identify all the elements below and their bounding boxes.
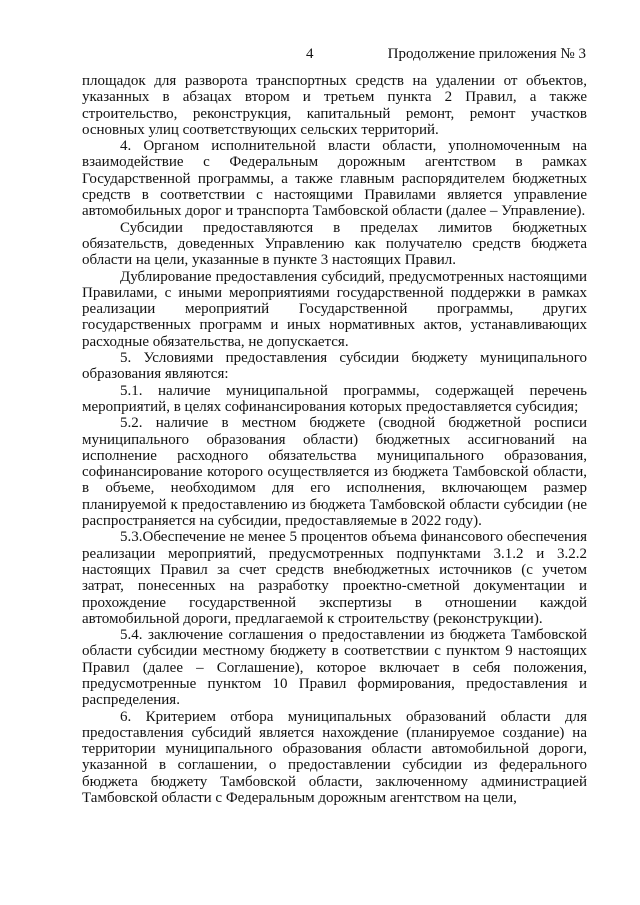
page-number: 4 <box>306 46 314 62</box>
paragraph: 5.1. наличие муниципальной программы, содержащей перечень мероприятий, в целях софинансирования которых предоставляется субсидия; <box>82 382 587 415</box>
paragraph: Субсидии предоставляются в пределах лимитов бюджетных обязательств, доведенных Управлению как получателю средств бюджета области на цели, указанные в пункте 3 настоящих Правил. <box>82 219 587 269</box>
paragraph: 5.2. наличие в местном бюджете (сводной бюджетной росписи муниципального образования области) бюджетных ассигнований на исполнение расходного обязательства муниципального образования, софинансирование которого осуществляется из бюджета Тамбовской области, в объеме, необходимом для его исполнения, включающем размер планируемой к предоставлению из бюджета Тамбовской области субсидии (не распространяется на субсидии, предоставляемые в 2022 году). <box>82 415 587 530</box>
paragraph: 5. Условиями предоставления субсидии бюджету муниципального образования являются: <box>82 350 587 383</box>
paragraph: 4. Органом исполнительной власти области, уполномоченным на взаимодействие с Федеральным дорожным агентством в рамках Государственной программы, а также главным распорядителем бюджетных средств в соответствии с настоящими Правилами является управление автомобильных дорог и транспорта Тамбовской области (далее – Управление). <box>82 138 587 220</box>
paragraph: Дублирование предоставления субсидий, предусмотренных настоящими Правилами, с иными мероприятиями государственной поддержки в рамках реализации мероприятий Государственной программы, других государственных программ и иных нормативных актов, устанавливающих расходные обязательства, не допускается. <box>82 268 587 350</box>
document-body <box>82 73 587 806</box>
appendix-title: Продолжение приложения № 3 <box>387 46 586 62</box>
paragraph: площадок для разворота транспортных средств на удалении от объектов, указанных в абзацах втором и третьем пункта 2 Правил, а также строительство, реконструкция, капитальный ремонт, ремонт участков основных улиц соответствующих сельских территорий. <box>82 73 587 138</box>
paragraph: 5.3.Обеспечение не менее 5 процентов объема финансового обеспечения реализации мероприятий, предусмотренных подпунктами 3.1.2 и 3.2.2 настоящих Правил за счет средств внебюджетных источников (с учетом затрат, понесенных на разработку проектно-сметной документации и прохождение государственной экспертизы в отношении каждой автомобильной дороги, предлагаемой к строительству (реконструкции). <box>82 529 587 627</box>
paragraph: 6. Критерием отбора муниципальных образований области для предоставления субсидий является нахождение (планируемое создание) на территории муниципального образования области автомобильной дороги, указанной в соглашении, о предоставлении субсидии из федерального бюджета бюджету Тамбовской области, заключенному администрацией Тамбовской области с Федеральным дорожным агентством на цели, <box>82 708 587 807</box>
paragraph: 5.4. заключение соглашения о предоставлении из бюджета Тамбовской области субсидии местному бюджету в соответствии с пунктом 9 настоящих Правил (далее – Соглашение), которое включает в себя положения, предусмотренные пунктом 10 Правил формирования, предоставления и распределения. <box>82 627 587 709</box>
